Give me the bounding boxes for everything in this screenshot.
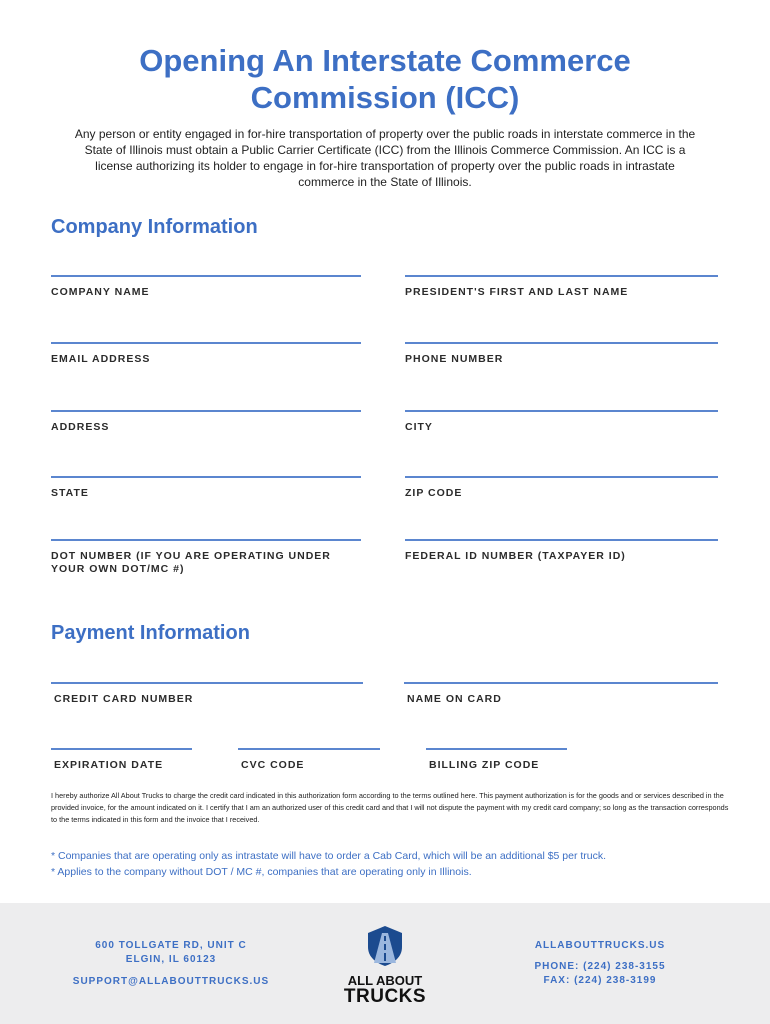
billing-zip-label: BILLING ZIP CODE (429, 759, 540, 771)
president-name-field[interactable] (405, 275, 718, 299)
zip-field[interactable] (405, 476, 718, 500)
intro-paragraph: Any person or entity engaged in for-hire transportation of property over the public roads in interstate commerce in the State of Illinois must obtain a Public Carrier Certificate (ICC) from the Illinois Commerce Commission. An ICC is a license authorizing its holder to engage in for-hire transportation of property over the public roads in intrastate commerce in the State of Illinois. (74, 127, 696, 189)
dot-number-field[interactable] (51, 539, 361, 576)
email-field[interactable] (51, 342, 361, 366)
company-name-field[interactable] (51, 275, 361, 299)
cvc-line[interactable] (238, 748, 380, 750)
name-on-card-line[interactable] (404, 682, 718, 684)
footer-contact-left (60, 939, 282, 989)
footer (0, 903, 770, 1024)
note-no-dot: * Applies to the company without DOT / MC #, companies that are operating only in Illinois. (51, 866, 472, 878)
company-name-line[interactable] (51, 275, 361, 277)
address-line[interactable] (51, 410, 361, 412)
state-line[interactable] (51, 476, 361, 478)
note-intrastate: * Companies that are operating only as intrastate will have to order a Cab Card, which will be an additional $5 per truck. (51, 850, 607, 862)
logo-text-line-1: ALL ABOUT (347, 973, 423, 988)
company-logo (328, 925, 442, 1006)
cvc-label: CVC CODE (241, 759, 305, 771)
email-label: EMAIL ADDRESS (51, 353, 151, 365)
footer-email-link[interactable]: SUPPORT@ALLABOUTTRUCKS.US (72, 976, 270, 987)
state-label: STATE (51, 487, 89, 499)
footer-website-link[interactable]: ALLABOUTTRUCKS.US (534, 940, 666, 951)
authorization-text: I hereby authorize All About Trucks to charge the credit card indicated in this authorization form according to the terms outlined here. This payment authorization is for the goods and or services described in the provided invoice, for the amount indicated on it. I certify that I am an authorized user of this credit card and that I will not dispute the payment with my credit card company; so long as the transaction corresponds to the terms indicated in this form and the invoice that I received. (51, 791, 729, 824)
company-name-label: COMPANY NAME (51, 286, 150, 298)
federal-id-line[interactable] (405, 539, 718, 541)
president-name-label: PRESIDENT'S FIRST AND LAST NAME (405, 286, 629, 298)
city-label: CITY (405, 421, 433, 433)
footer-fax: FAX: (224) 238-3199 (543, 975, 657, 986)
zip-label: ZIP CODE (405, 487, 463, 499)
dot-number-line[interactable] (51, 539, 361, 541)
phone-line[interactable] (405, 342, 718, 344)
phone-label: PHONE NUMBER (405, 353, 504, 365)
billing-zip-line[interactable] (426, 748, 567, 750)
expiration-line[interactable] (51, 748, 192, 750)
company-info-heading: Company Information (51, 216, 258, 238)
address-field[interactable] (51, 410, 361, 434)
expiration-field[interactable] (51, 748, 192, 772)
city-line[interactable] (405, 410, 718, 412)
city-field[interactable] (405, 410, 718, 434)
address-label: ADDRESS (51, 421, 110, 433)
expiration-label: EXPIRATION DATE (54, 759, 164, 771)
footer-address-line-2: ELGIN, IL 60123 (125, 954, 217, 965)
footer-phone: PHONE: (224) 238-3155 (534, 961, 666, 972)
road-emblem-icon (365, 925, 405, 967)
footer-contact-right (505, 939, 695, 988)
title-line-1: Opening An Interstate Commerce (139, 43, 631, 78)
name-on-card-field[interactable] (404, 682, 718, 706)
card-number-field[interactable] (51, 682, 363, 706)
card-number-label: CREDIT CARD NUMBER (54, 693, 194, 705)
logo-text-line-2: TRUCKS (343, 986, 427, 1007)
cvc-field[interactable] (238, 748, 380, 772)
president-name-line[interactable] (405, 275, 718, 277)
title-line-2: Commission (ICC) (250, 80, 520, 115)
state-field[interactable] (51, 476, 361, 500)
footnotes (51, 848, 731, 880)
federal-id-label: FEDERAL ID NUMBER (TAXPAYER ID) (405, 550, 626, 562)
card-number-line[interactable] (51, 682, 363, 684)
email-line[interactable] (51, 342, 361, 344)
federal-id-field[interactable] (405, 539, 718, 563)
payment-info-heading: Payment Information (51, 622, 250, 644)
phone-field[interactable] (405, 342, 718, 366)
name-on-card-label: NAME ON CARD (407, 693, 502, 705)
dot-number-label: DOT NUMBER (IF YOU ARE OPERATING UNDER YOUR OWN DOT/MC #) (51, 550, 331, 575)
footer-address-line-1: 600 TOLLGATE RD, UNIT C (95, 940, 247, 951)
page-title (0, 42, 770, 116)
zip-line[interactable] (405, 476, 718, 478)
billing-zip-field[interactable] (426, 748, 567, 772)
